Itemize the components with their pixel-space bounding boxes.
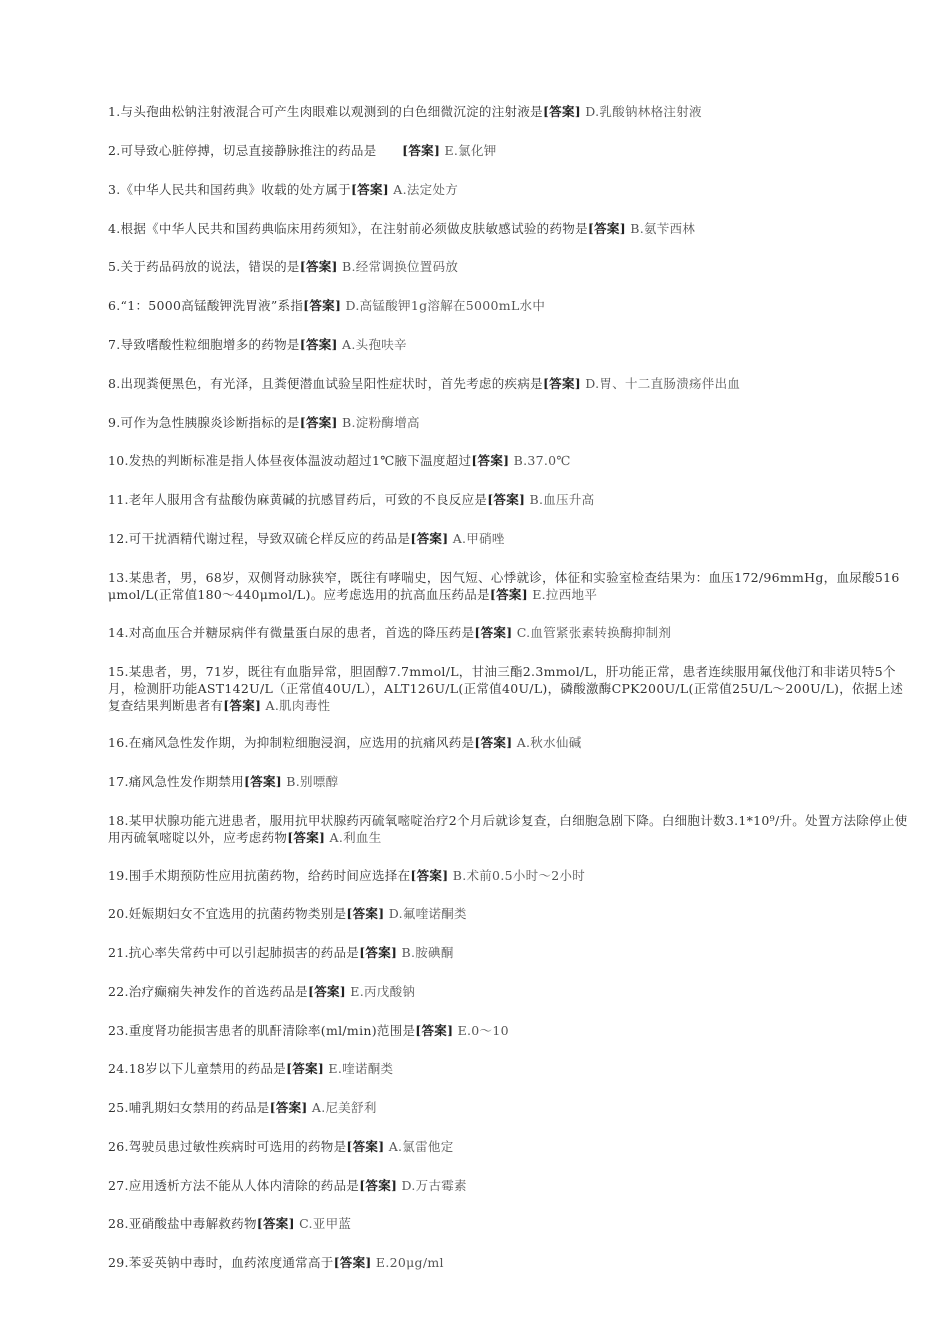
question-19 — [108, 867, 585, 884]
question-text: 19.围手术期预防性应用抗菌药物，给药时间应选择在 — [108, 868, 411, 883]
answer-tag: [答案] — [359, 1178, 398, 1193]
question-text: 26.驾驶员患过敏性疾病时可选用的药物是 — [108, 1139, 347, 1154]
question-text: 20.妊娠期妇女不宜选用的抗菌药物类别是 — [108, 906, 347, 921]
question-28 — [108, 1215, 351, 1232]
question-15 — [108, 663, 908, 714]
question-text: 25.哺乳期妇女禁用的药品是 — [108, 1100, 270, 1115]
question-24 — [108, 1060, 393, 1077]
answer-text: B.别嘌醇 — [286, 774, 339, 789]
answer-text: B.术前0.5小时～2小时 — [452, 868, 586, 883]
answer-text: A.甲硝唑 — [452, 531, 505, 546]
question-text: 22.治疗癫痫失神发作的首选药品是 — [108, 984, 308, 999]
question-2 — [108, 142, 497, 159]
question-23 — [108, 1022, 509, 1039]
answer-tag: [答案] — [487, 492, 526, 507]
question-text: 21.抗心率失常药中可以引起肺损害的药品是 — [108, 945, 360, 960]
answer-text: E.丙戊酸钠 — [350, 984, 416, 999]
answer-tag: [答案] — [474, 735, 513, 750]
answer-text: A.肌肉毒性 — [265, 698, 331, 713]
question-text: 1.与头孢曲松钠注射液混合可产生肉眼难以观测到的白色细微沉淀的注射液是 — [108, 104, 543, 119]
answer-tag: [答案] — [286, 1061, 325, 1076]
question-9 — [108, 414, 420, 431]
question-25 — [108, 1099, 377, 1116]
answer-tag: [答案] — [410, 531, 449, 546]
answer-text: E.喹诺酮类 — [328, 1061, 394, 1076]
question-text: 11.老年人服用含有盐酸伪麻黄碱的抗感冒药后，可致的不良反应是 — [108, 492, 488, 507]
question-14 — [108, 624, 671, 641]
answer-text: D.乳酸钠林格注射液 — [585, 104, 702, 119]
question-text: 10.发热的判断标准是指人体昼夜体温波动超过1℃腋下温度超过 — [108, 453, 472, 468]
answer-tag: [答案] — [303, 298, 342, 313]
question-text: 5.关于药品码放的说法，错误的是 — [108, 259, 300, 274]
question-27 — [108, 1177, 467, 1194]
answer-tag: [答案] — [299, 259, 338, 274]
question-21 — [108, 944, 454, 961]
answer-text: B.37.0℃ — [513, 453, 571, 468]
question-3 — [108, 181, 458, 198]
question-20 — [108, 905, 467, 922]
answer-text: A.利血生 — [329, 830, 382, 845]
answer-tag: [答案] — [223, 698, 262, 713]
answer-tag: [答案] — [346, 906, 385, 921]
question-12 — [108, 530, 505, 547]
answer-text: D.高锰酸钾1g溶解在5000mL水中 — [345, 298, 546, 313]
answer-text: C.血管紧张素转换酶抑制剂 — [516, 625, 672, 640]
question-13 — [108, 569, 908, 603]
answer-tag: [答案] — [269, 1100, 308, 1115]
question-text: 8.出现粪便黑色，有光泽，且粪便潜血试验呈阳性症状时，首先考虑的疾病是 — [108, 376, 543, 391]
answer-tag: [答案] — [474, 625, 513, 640]
question-text: 17.痛风急性发作期禁用 — [108, 774, 244, 789]
question-4 — [108, 220, 695, 237]
answer-text: A.法定处方 — [393, 182, 459, 197]
answer-tag: [答案] — [333, 1255, 372, 1270]
question-text: 14.对高血压合并糖尿病伴有微量蛋白尿的患者，首选的降压药是 — [108, 625, 475, 640]
answer-tag: [答案] — [402, 143, 441, 158]
answer-tag: [答案] — [542, 376, 581, 391]
question-16 — [108, 734, 582, 751]
question-text: 18.某甲状腺功能亢进患者，服用抗甲状腺药丙硫氧嘧啶治疗2个月后就诊复查，白细胞急剧下降。白细胞计数3.1*10⁹/升。处置方法除停止使用丙硫氧嘧啶以外，应考虑药物 — [108, 813, 908, 845]
question-11 — [108, 491, 594, 508]
question-29 — [108, 1254, 444, 1271]
answer-text: E.20μg/ml — [375, 1255, 444, 1270]
question-text: 2.可导致心脏停搏，切忌直接静脉推注的药品是 — [108, 143, 403, 158]
question-6 — [108, 297, 545, 314]
answer-tag: [答案] — [346, 1139, 385, 1154]
answer-tag: [答案] — [243, 774, 283, 789]
answer-text: B.经常调换位置码放 — [342, 259, 459, 274]
question-text: 23.重度肾功能损害患者的肌酐清除率(ml/min)范围是 — [108, 1023, 416, 1038]
answer-text: E.0～10 — [457, 1023, 509, 1038]
question-26 — [108, 1138, 454, 1155]
question-22 — [108, 983, 415, 1000]
question-17 — [108, 773, 338, 790]
question-text: 3.《中华人民共和国药典》收载的处方属于 — [108, 182, 351, 197]
question-7 — [108, 336, 407, 353]
answer-text: A.秋水仙碱 — [516, 735, 582, 750]
answer-tag: [答案] — [410, 868, 449, 883]
question-text: 24.18岁以下儿童禁用的药品是 — [108, 1061, 287, 1076]
answer-text: B.淀粉酶增高 — [342, 415, 420, 430]
answer-text: A.氯雷他定 — [388, 1139, 454, 1154]
question-8 — [108, 375, 740, 392]
answer-tag: [答案] — [307, 984, 347, 999]
answer-text: E.氯化钾 — [444, 143, 497, 158]
answer-text: D.万古霉素 — [401, 1178, 467, 1193]
question-text: 4.根据《中华人民共和国药典临床用药须知》，在注射前必须做皮肤敏感试验的药物是 — [108, 221, 588, 236]
answer-tag: [答案] — [489, 587, 528, 602]
answer-tag: [答案] — [415, 1023, 454, 1038]
answer-tag: [答案] — [471, 453, 510, 468]
question-text: 6.“1：5000高锰酸钾洗胃液”系指 — [108, 298, 304, 313]
answer-text: D.氟喹诺酮类 — [388, 906, 467, 921]
answer-tag: [答案] — [350, 182, 389, 197]
answer-tag: [答案] — [587, 221, 626, 236]
answer-tag: [答案] — [542, 104, 581, 119]
answer-text: E.拉西地平 — [532, 587, 598, 602]
answer-tag: [答案] — [299, 337, 338, 352]
answer-text: B.胺碘酮 — [401, 945, 454, 960]
question-text: 9.可作为急性胰腺炎诊断指标的是 — [108, 415, 300, 430]
question-text: 15.某患者，男，71岁，既往有血脂异常，胆固醇7.7mmol/L，甘油三酯2.3mmol/L，肝功能正常，患者连续服用氟伐他汀和非诺贝特5个月，检测肝功能AST142U/L（正常值40U/L），ALT126U/L(正常值40U/L)，磷酸激酶CPK200U/L(正常值25U/L～200U/L)，依据上述复查结果判断患者有 — [108, 664, 904, 713]
question-18 — [108, 812, 908, 846]
question-5 — [108, 258, 458, 275]
question-text: 13.某患者，男，68岁，双侧肾动脉狭窄，既往有哮喘史，因气短、心悸就诊，体征和实验室检查结果为：血压172/96mmHg，血尿酸516μmol/L(正常值180～440μmol/L)。应考虑选用的抗高血压药品是 — [108, 570, 900, 602]
answer-text: B.血压升高 — [529, 492, 595, 507]
answer-text: A.尼美舒利 — [311, 1100, 377, 1115]
question-text: 29.苯妥英钠中毒时，血药浓度通常高于 — [108, 1255, 334, 1270]
answer-text: B.氨苄西林 — [630, 221, 696, 236]
question-text: 27.应用透析方法不能从人体内清除的药品是 — [108, 1178, 360, 1193]
answer-tag: [答案] — [299, 415, 338, 430]
question-1 — [108, 103, 702, 120]
answer-tag: [答案] — [287, 830, 326, 845]
answer-text: D.胃、十二直肠溃疡伴出血 — [585, 376, 741, 391]
question-text: 7.导致嗜酸性粒细胞增多的药物是 — [108, 337, 300, 352]
answer-tag: [答案] — [256, 1216, 295, 1231]
question-10 — [108, 452, 571, 469]
answer-text: A.头孢呋辛 — [342, 337, 407, 352]
answer-tag: [答案] — [359, 945, 398, 960]
question-text: 16.在痛风急性发作期，为抑制粒细胞浸润，应选用的抗痛风药是 — [108, 735, 475, 750]
question-text: 28.亚硝酸盐中毒解救药物 — [108, 1216, 257, 1231]
question-text: 12.可干扰酒精代谢过程，导致双硫仑样反应的药品是 — [108, 531, 411, 546]
answer-text: C.亚甲蓝 — [299, 1216, 352, 1231]
